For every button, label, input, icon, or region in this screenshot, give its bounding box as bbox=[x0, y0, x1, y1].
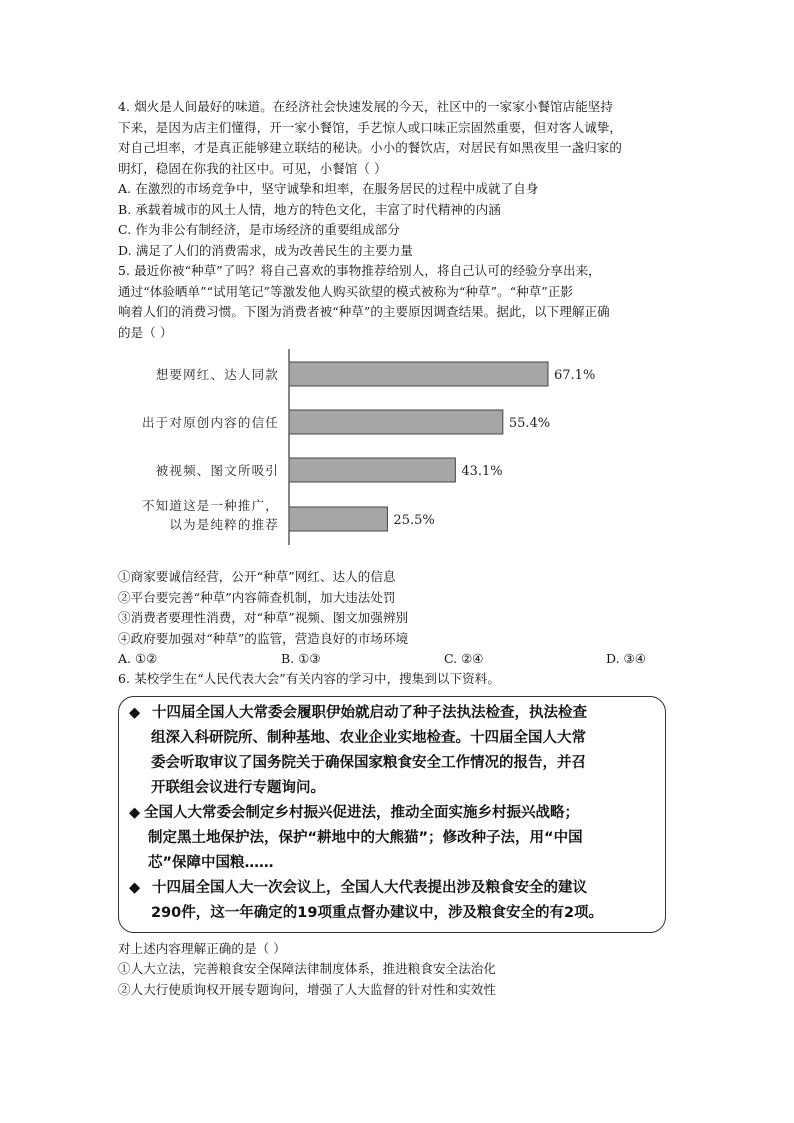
q4-stem-line: 4. 烟火是人间最好的味道。在经济社会快速发展的今天，社区中的一家家小餐馆店能坚持 bbox=[118, 99, 614, 114]
material-line bbox=[129, 701, 655, 726]
q5-statement-3: ③消费者要理性消费，对“种草”视频、图文加强辨别 bbox=[118, 610, 409, 625]
material-text: 十四届全国人大常委会履职伊始就启动了种子法执法检查，执法检查 bbox=[147, 704, 588, 721]
exam-page bbox=[118, 97, 680, 1000]
q5-choice-d: D. ③④ bbox=[606, 651, 646, 666]
material-line bbox=[129, 801, 655, 826]
q4-option-a: A. 在激烈的市场竞争中，坚守诚挚和坦率，在服务居民的过程中成就了自身 bbox=[118, 181, 539, 196]
material-line: 开联组会议进行专题询问。 bbox=[151, 779, 325, 796]
chart-category-label: 想要网红、达人同款 bbox=[155, 367, 279, 382]
q4-stem-line: 明灯，稳固在你我的社区中。可见，小餐馆（ ） bbox=[118, 160, 387, 176]
q4-option-d: D. 满足了人们的消费需求，成为改善民生的主要力量 bbox=[118, 242, 414, 258]
q5-stem-line: 的是（ ） bbox=[118, 324, 173, 340]
material-line: 290件，这一年确定的19项重点督办建议中，涉及粮食安全的有2项。 bbox=[151, 904, 604, 921]
diamond-bullet-icon: ◆ bbox=[129, 804, 141, 821]
chart-category-label: 不知道这是一种推广， bbox=[141, 498, 279, 513]
question-4 bbox=[118, 97, 680, 261]
q5-choices bbox=[118, 649, 680, 669]
question-6 bbox=[118, 669, 680, 1000]
material-item-3 bbox=[129, 876, 655, 926]
chart-category-label: 以为是纯粹的推荐 bbox=[169, 517, 279, 532]
material-line: 芯”保障中国粮…… bbox=[148, 854, 274, 871]
q4-option-b: B. 承载着城市的风土人情，地方的特色文化，丰富了时代精神的内涵 bbox=[118, 201, 501, 217]
chart-value-label: 25.5% bbox=[393, 513, 435, 528]
q5-stem-line: 通过“体验晒单”“试用笔记”等激发他人购买欲望的模式被称为“种草”。“种草”正影 bbox=[118, 283, 574, 299]
q4-option-c: C. 作为非公有制经济，是市场经济的重要组成部分 bbox=[118, 222, 400, 237]
q5-statement-4: ④政府要加强对“种草”的监管，营造良好的市场环境 bbox=[118, 630, 409, 646]
materials-box bbox=[118, 696, 666, 933]
q5-statement-2: ②平台要完善“种草”内容筛查机制，加大违法处罚 bbox=[118, 589, 396, 605]
survey-bar-chart bbox=[118, 349, 680, 563]
chart-category-label: 出于对原创内容的信任 bbox=[141, 415, 279, 430]
bar-chart-svg bbox=[118, 349, 680, 563]
q6-statement-1: ①人大立法，完善粮食安全保障法律制度体系，推进粮食安全法治化 bbox=[118, 961, 497, 976]
q5-choice-c: C. ②④ bbox=[444, 651, 484, 666]
chart-bar bbox=[289, 507, 387, 531]
q5-stem-line: 5. 最近你被“种草”了吗？将自己喜欢的事物推荐给别人，将自己认可的经验分享出来， bbox=[118, 263, 601, 278]
chart-value-label: 67.1% bbox=[554, 368, 596, 383]
diamond-bullet-icon: ◆ bbox=[129, 879, 141, 896]
chart-bar bbox=[289, 410, 503, 434]
q6-statement-2: ②人大行使质询权开展专题询问，增强了人大监督的针对性和实效性 bbox=[118, 981, 497, 997]
chart-bar bbox=[289, 458, 455, 482]
material-text: 十四届全国人大一次会议上，全国人大代表提出涉及粮食安全的建议 bbox=[147, 879, 588, 896]
q5-choice-a: A. ①② bbox=[118, 651, 158, 666]
chart-category-label: 被视频、图文所吸引 bbox=[155, 463, 279, 478]
material-line: 制定黑土地保护法，保护“耕地中的大熊猫”；修改种子法，用“中国 bbox=[148, 829, 583, 846]
q4-stem-line: 对自己坦率，才是真正能够建立联结的秘诀。小小的餐饮店，对居民有如黑夜里一盏归家的 bbox=[118, 140, 623, 155]
material-text: 全国人大常委会制定乡村振兴促进法，推动全面实施乡村振兴战略； bbox=[144, 804, 579, 821]
q6-intro: 6. 某校学生在“人民代表大会”有关内容的学习中，搜集到以下资料。 bbox=[118, 671, 500, 686]
material-line bbox=[129, 876, 655, 901]
material-line: 委会听取审议了国务院关于确保国家粮食安全工作情况的报告，并召 bbox=[151, 754, 586, 771]
chart-bar bbox=[289, 362, 548, 386]
material-item-1 bbox=[129, 701, 655, 801]
q5-stem-line: 响着人们的消费习惯。下图为消费者被“种草”的主要原因调查结果。据此，以下理解正确 bbox=[118, 304, 610, 319]
material-line: 组深入科研院所、制种基地、农业企业实地检查。十四届全国人大常 bbox=[151, 729, 586, 746]
q6-question: 对上述内容理解正确的是（ ） bbox=[118, 940, 286, 956]
q5-statement-1: ①商家要诚信经营，公开“种草”网红、达人的信息 bbox=[118, 569, 396, 584]
chart-value-label: 43.1% bbox=[461, 464, 503, 479]
chart-value-label: 55.4% bbox=[508, 416, 551, 431]
q4-stem-line: 下来，是因为店主们懂得，开一家小餐馆，手艺惊人或口味正宗固然重要，但对客人诚挚， bbox=[118, 119, 623, 135]
diamond-bullet-icon: ◆ bbox=[129, 704, 141, 721]
material-item-2 bbox=[129, 801, 655, 876]
question-5 bbox=[118, 261, 680, 669]
q5-choice-b: B. ①③ bbox=[281, 651, 321, 666]
